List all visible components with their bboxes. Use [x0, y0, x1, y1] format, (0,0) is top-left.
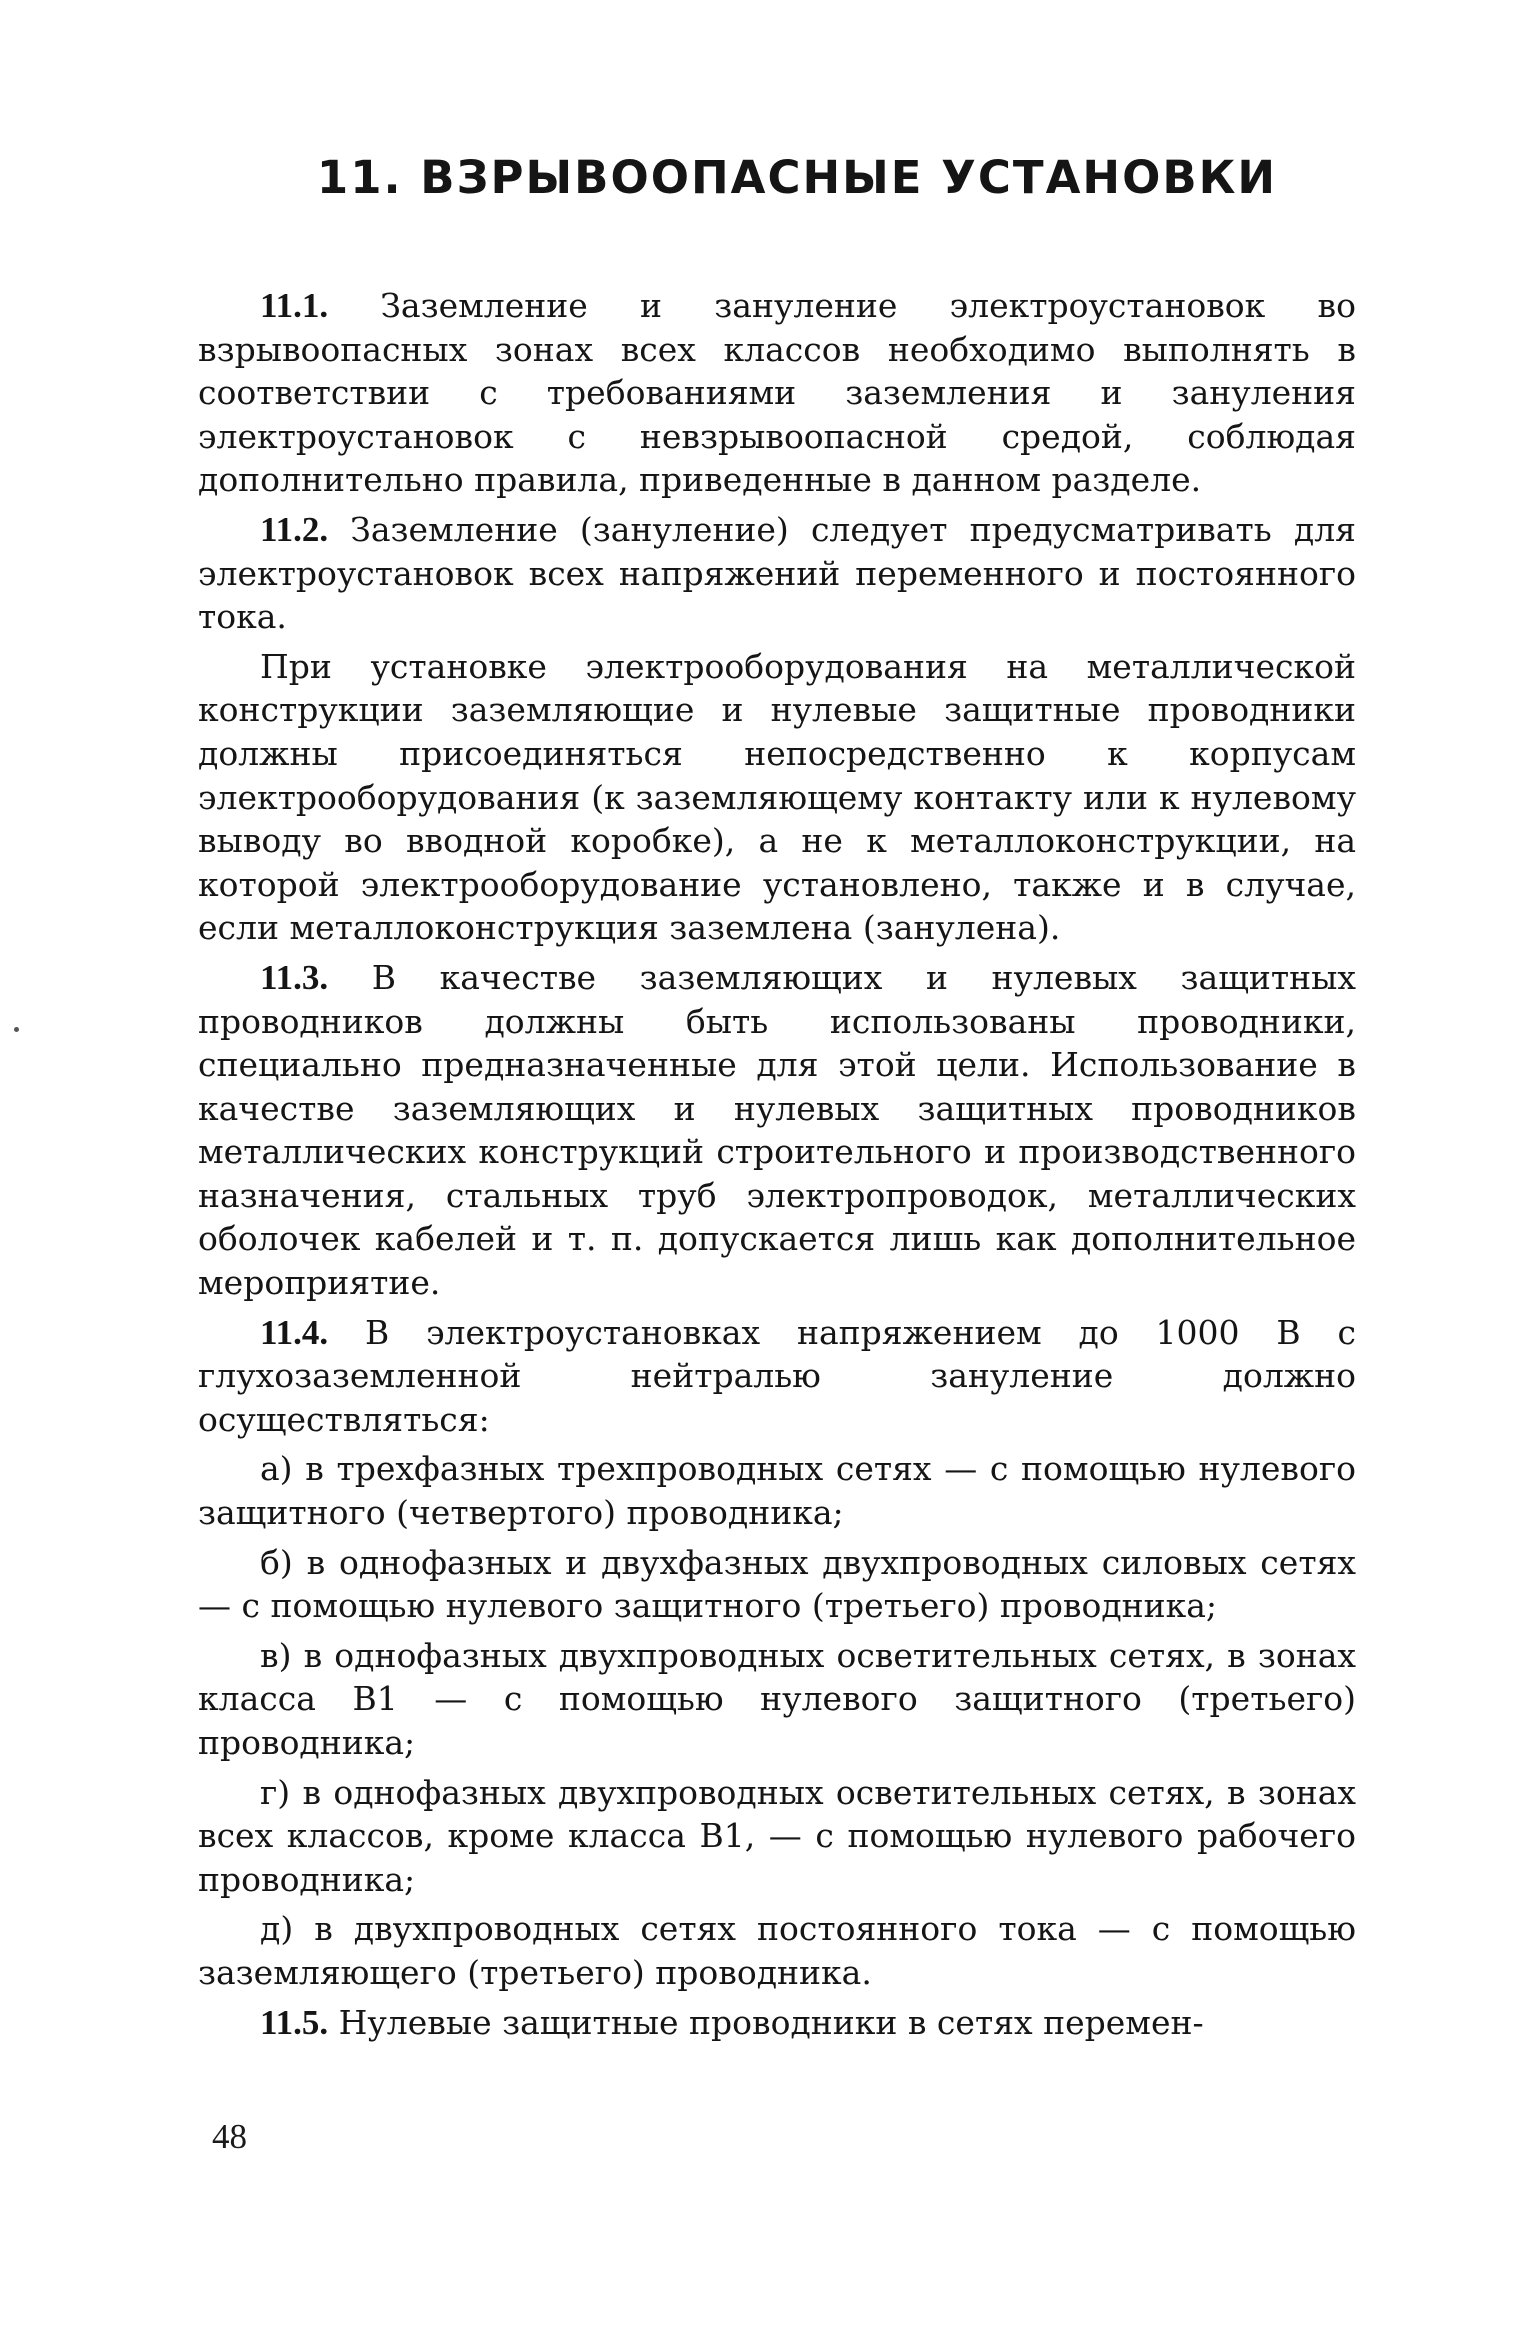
paragraph-11-2	[198, 508, 1356, 639]
paragraph-11-4	[198, 1311, 1356, 1442]
list-item-a: а) в трехфазных трехпроводных сетях — с помощью нулевого защитного (четвертого) проводника;	[198, 1449, 1356, 1533]
margin-speck	[14, 1027, 19, 1032]
paragraph-11-5	[198, 2001, 1356, 2045]
paragraph-text: В качестве заземляющих и нулевых защитных проводников должны быть использованы проводники, специально предназначенные для этой цели. Использование в качестве заземляющих и нулевых защитных проводников металлических конструкций строительного и производственного назначения, стальных труб электропроводок, металлических оболочек кабелей и т. п. допускается лишь как дополнительное мероприятие.	[198, 957, 1356, 1303]
list-item-b: б) в однофазных и двухфазных двухпроводных силовых сетях — с помощью нулевого защитного (третьего) проводника;	[198, 1542, 1356, 1626]
paragraph-number: 11.3.	[260, 957, 329, 997]
paragraph-text: В электроустановках напряжением до 1000 В с глухозаземленной нейтралью зануление должно осуществляться:	[198, 1312, 1356, 1439]
paragraph-11-2-continued	[198, 645, 1356, 950]
page-number: 48	[212, 2117, 247, 2156]
paragraph-text: Заземление (зануление) следует предусматривать для электроустановок всех напряжений переменного и постоянного тока.	[198, 509, 1356, 637]
paragraph-11-3	[198, 956, 1356, 1305]
paragraph-number: 11.5.	[260, 2002, 329, 2042]
list-item-v: в) в однофазных двухпроводных осветительных сетях, в зонах класса В1 — с помощью нулевого защитного (третьего) проводника;	[198, 1635, 1356, 1762]
text-block	[198, 150, 1356, 2050]
paragraph-number: 11.2.	[260, 509, 329, 549]
paragraph-text: Заземление и зануление электроустановок во взрывоопасных зонах всех классов необходимо выполнять в соответствии с требованиями заземления и зануления электроустановок с невзрывоопасной средой, соблюдая дополнительно правила, приведенные в данном разделе.	[198, 286, 1356, 500]
paragraph-number: 11.1.	[260, 286, 329, 325]
paragraph-text: Нулевые защитные проводники в сетях перемен-	[338, 2002, 1204, 2042]
list-item-g: г) в однофазных двухпроводных осветительных сетях, в зонах всех классов, кроме класса В1, — с помощью нулевого рабочего проводника;	[198, 1772, 1356, 1899]
paragraph-text: При установке электрооборудования на металлической конструкции заземляющие и нулевые защитные проводники должны присоединяться непосредственно к корпусам электрооборудования (к заземляющему контакту или к нулевому выводу во вводной коробке), а не к металлоконструкции, на которой электрооборудование установлено, также и в случае, если металлоконструкция заземлена (занулена).	[198, 646, 1356, 948]
list-item-d: д) в двухпроводных сетях постоянного тока — с помощью заземляющего (третьего) проводника.	[198, 1909, 1356, 1992]
paragraph-11-1	[198, 284, 1356, 502]
section-title: 11. ВЗРЫВООПАСНЫЕ УСТАНОВКИ	[316, 151, 1278, 204]
paragraph-number: 11.4.	[260, 1312, 329, 1352]
